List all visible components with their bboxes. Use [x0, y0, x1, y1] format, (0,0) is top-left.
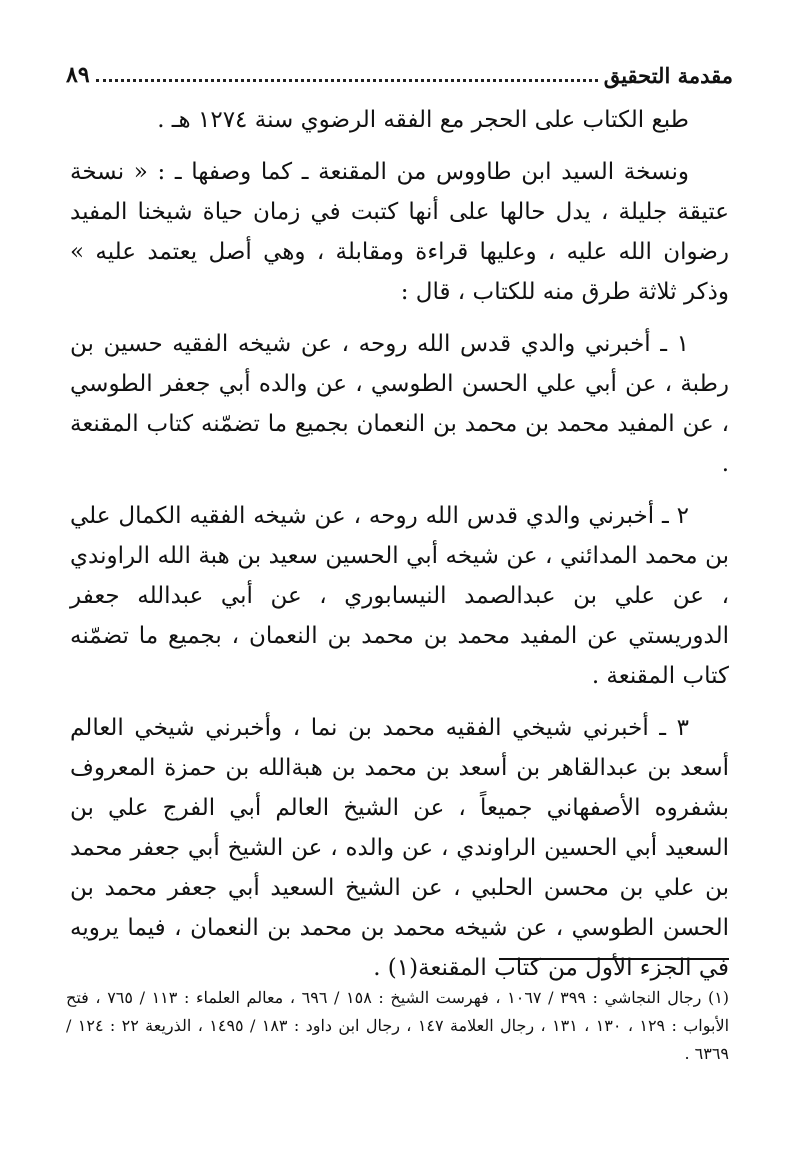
header-dot-leader	[96, 79, 598, 82]
paragraph-route-2: ٢ ـ أخبرني والدي قدس الله روحه ، عن شيخه الفقيه الكمال علي بن محمد المدائني ، عن شيخه أبي الحسين سعيد بن هبة الله الراوندي ، عن علي بن عبدالصمد النيسابوري ، عن أبي عبدالله جعفر الدوريستي عن المفيد محمد بن محمد بن النعمان ، بجميع ما تضمّنه كتاب المقنعة .	[70, 503, 729, 689]
paragraph-route-1: ١ ـ أخبرني والدي قدس الله روحه ، عن شيخه الفقيه حسين بن رطبة ، عن أبي علي الحسن الطوسي ، عن والده أبي جعفر الطوسي ، عن المفيد محمد بن محمد بن النعمان بجميع ما تضمّنه كتاب المقنعة .	[70, 331, 729, 477]
footnote-separator	[499, 958, 729, 960]
footnote-1: (١) رجال النجاشي : ٣٩٩ / ١٠٦٧ ، فهرست الشيخ : ١٥٨ / ٦٩٦ ، معالم العلماء : ١١٣ / ٧٦٥ ، فتح الأبواب : ١٢٩ ، ١٣٠ ، ١٣١ ، رجال العلامة ١٤٧ ، رجال ابن داود : ١٨٣ / ١٤٩٥ ، الذريعة ٢٢ : ١٢٤ / ٦٣٦٩ .	[66, 988, 730, 1063]
main-text	[70, 100, 729, 1000]
paragraph-route-3: ٣ ـ أخبرني شيخي الفقيه محمد بن نما ، وأخبرني شيخي العالم أسعد بن عبدالقاهر بن أسعد بن محمد بن هبةالله بن حمزة المعروف بشفروه الأصفهاني جميعاً ، عن الشيخ العالم أبي الفرج علي بن السعيد أبي الحسين الراوندي ، عن والده ، عن الشيخ أبي جعفر محمد بن علي بن محسن الحلبي ، عن الشيخ السعيد أبي جعفر محمد بن الحسن الطوسي ، عن شيخه محمد بن محمد بن النعمان ، فيما يرويه في الجزء الأول من كتاب المقنعة(١) .	[70, 715, 729, 981]
running-header	[66, 52, 733, 88]
paragraph-print-info: طبع الكتاب على الحجر مع الفقه الرضوي سنة ١٢٧٤ هـ .	[157, 107, 689, 133]
header-title: مقدمة التحقيق	[603, 63, 733, 88]
footnotes	[66, 984, 729, 1068]
page-number: ٨٩	[66, 62, 90, 88]
paragraph-tawus-copy: ونسخة السيد ابن طاووس من المقنعة ـ كما وصفها ـ : « نسخة عتيقة جليلة ، يدل حالها على أنها كتبت في زمان حياة شيخنا المفيد رضوان الله عليه ، وعليها قراءة ومقابلة ، وهي أصل يعتمد عليه » وذكر ثلاثة طرق منه للكتاب ، قال :	[70, 159, 729, 305]
